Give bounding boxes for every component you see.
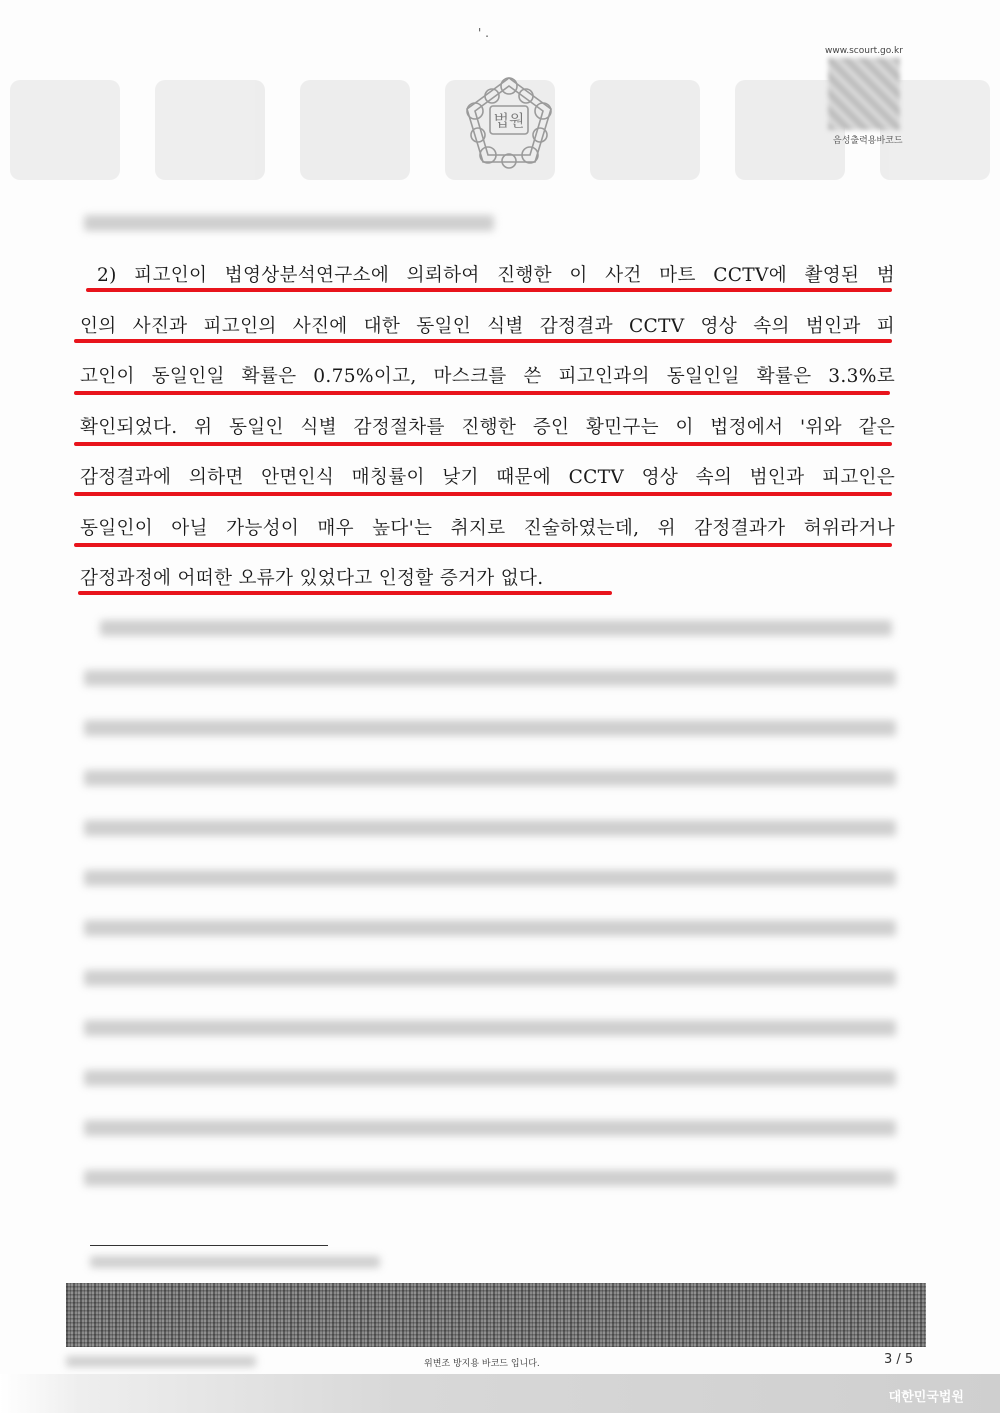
redacted-line bbox=[84, 1070, 896, 1086]
paragraph-line: 동일인이 아닐 가능성이 매우 높다'는 취지로 진술하였는데, 위 감정결과가 허위라거나 bbox=[80, 517, 895, 539]
redacted-line bbox=[84, 1170, 896, 1186]
paragraph-line: 확인되었다. 위 동일인 식별 감정절차를 진행한 증인 황민구는 이 법정에서 '위와 같은 bbox=[80, 416, 895, 438]
highlight-underline bbox=[78, 591, 612, 595]
highlight-underline bbox=[74, 442, 892, 446]
paragraph-line: 감정과정에 어떠한 오류가 있었다고 인정할 증거가 없다. bbox=[80, 568, 544, 589]
redacted-line bbox=[84, 720, 896, 736]
paragraph-line: 2) 피고인이 법영상분석연구소에 의뢰하여 진행한 이 사건 마트 CCTV에 촬영된 범 bbox=[97, 265, 895, 286]
redacted-line bbox=[84, 1120, 896, 1136]
paragraph-line: 인의 사진과 피고인의 사진에 대한 동일인 식별 감정결과 CCTV 영상 속의 범인과 피 bbox=[80, 315, 895, 337]
highlight-underline bbox=[74, 492, 892, 496]
qr-url: www.scourt.go.kr bbox=[825, 46, 903, 56]
anti-forgery-barcode bbox=[66, 1283, 926, 1347]
redacted-footnote bbox=[90, 1256, 380, 1268]
paragraph-line: 감정결과에 의하면 안면인식 매칭률이 낮기 때문에 CCTV 영상 속의 범인과 피고인은 bbox=[80, 467, 895, 488]
court-name: 대한민국법원 bbox=[888, 1390, 964, 1405]
redacted-line bbox=[84, 820, 896, 836]
seal-label: 법원 bbox=[493, 111, 525, 130]
redacted-line bbox=[84, 870, 896, 886]
redacted-line bbox=[84, 215, 494, 231]
redacted-line bbox=[84, 920, 896, 936]
highlight-underline bbox=[86, 288, 892, 292]
footer-band bbox=[0, 1374, 1000, 1413]
qr-code-icon bbox=[828, 58, 900, 130]
redacted-document-id bbox=[66, 1356, 256, 1367]
barcode-caption: 위변조 방지용 바코드 입니다. bbox=[424, 1359, 540, 1369]
highlight-underline bbox=[74, 339, 892, 343]
highlight-underline bbox=[74, 543, 892, 547]
court-seal-icon bbox=[458, 72, 560, 174]
redacted-line bbox=[100, 620, 892, 636]
redacted-line bbox=[84, 970, 896, 986]
qr-label: 음성출력용바코드 bbox=[833, 136, 903, 146]
scan-marks: ' . bbox=[478, 26, 489, 40]
main-paragraph bbox=[80, 255, 895, 609]
paragraph-line: 고인이 동일인일 확률은 0.75%이고, 마스크를 쓴 피고인과의 동일인일 확률은 3.3%로 bbox=[80, 366, 895, 387]
redacted-line bbox=[84, 1020, 896, 1036]
redacted-line bbox=[84, 670, 896, 686]
footnote-divider bbox=[90, 1245, 328, 1246]
redacted-line bbox=[84, 770, 896, 786]
highlight-underline bbox=[74, 391, 890, 395]
page-number: 3 / 5 bbox=[884, 1352, 914, 1367]
